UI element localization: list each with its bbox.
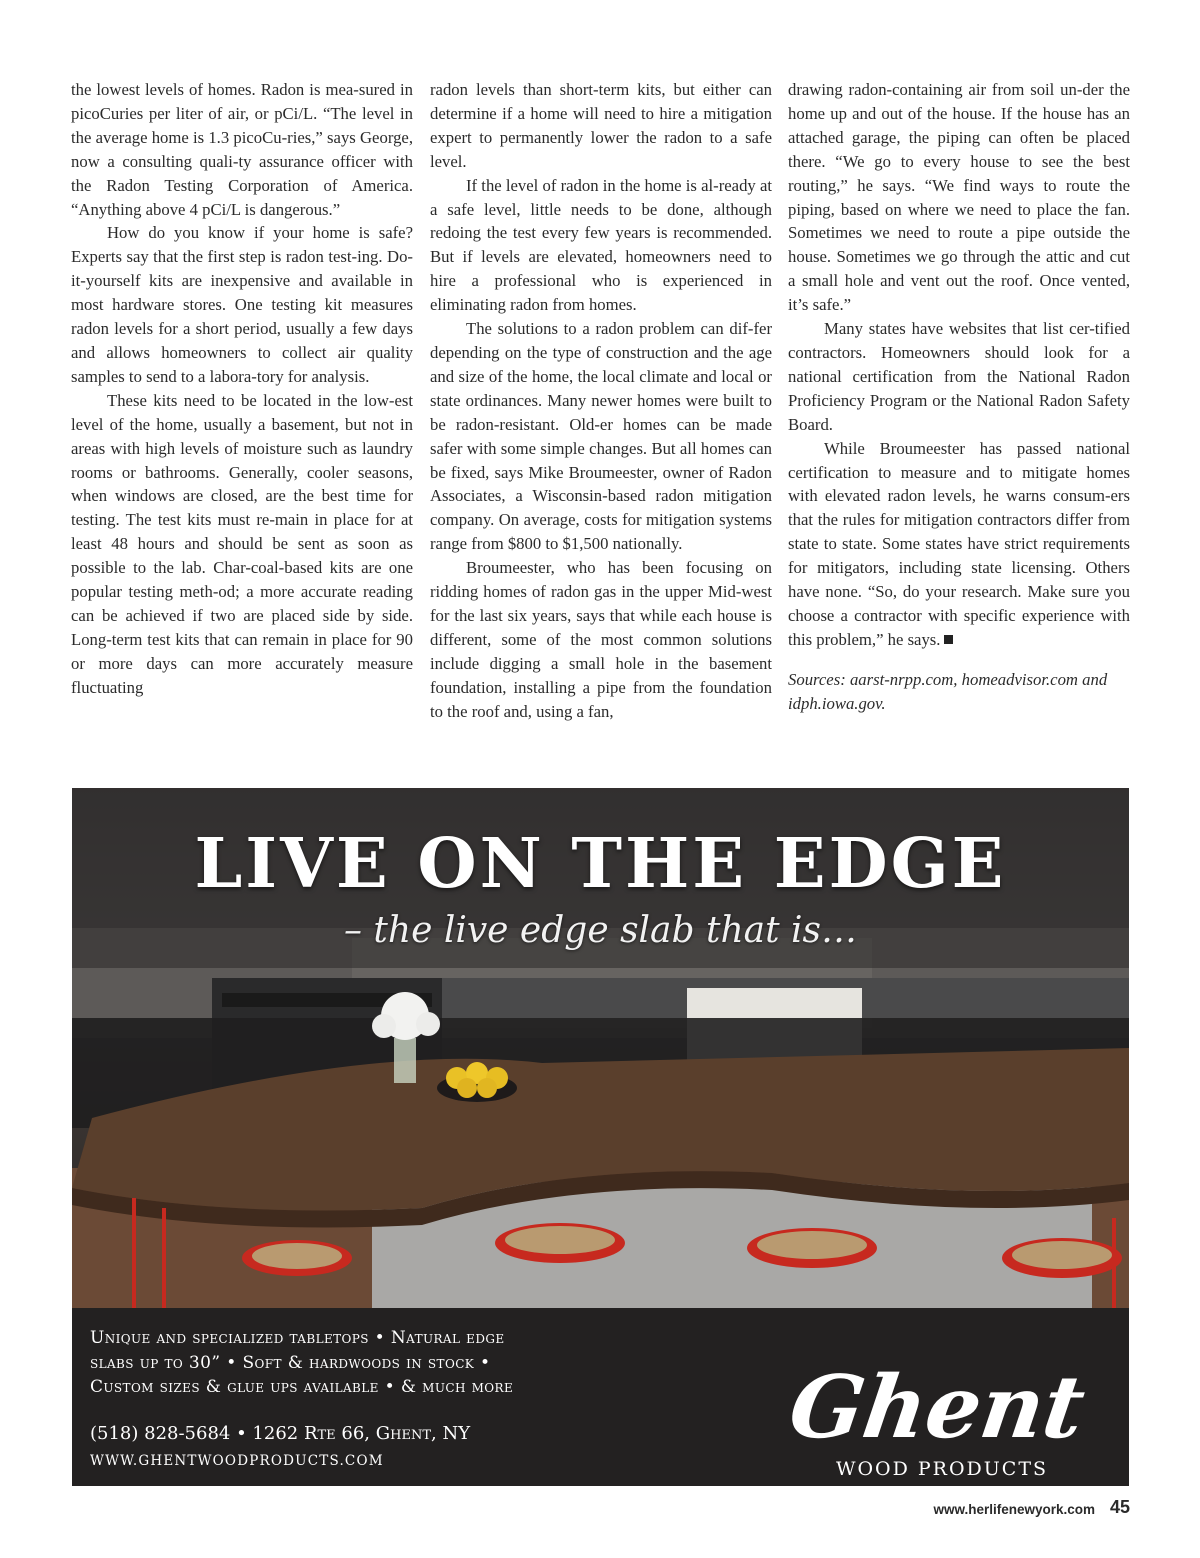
ghent-logo: Ghent [783,1357,1091,1458]
article-column-2 [430,78,772,750]
paragraph: The solutions to a radon problem can dif-fer depending on the type of construction and the age and size of the home, the local climate and local or state ordinances. Many newer homes were built to be radon-resistant. Old-er homes can be made safer with some simple changes. But all homes can be fixed, says Mike Broumeester, owner of Radon Associates, a Wisconsin-based radon mitigation company. On average, costs for mitigation systems range from $800 to $1,500 nationally. [430,319,772,554]
paragraph [788,437,1130,652]
paragraph: drawing radon-containing air from soil un-der the home up and out of the house. If the house has an attached garage, the piping can often be placed there. “We go to every house to see the best routing,” he says. “We find ways to route the piping, based on where we need to place the fan. Sometimes we need to route a pipe outside the house. Sometimes we go through the attic and cut a small hole and vent out the roof. Once vented, it’s safe.” [788,80,1130,315]
ad-subhead: – the live edge slab that is… [343,910,858,951]
paragraph: If the level of radon in the home is al-ready at a safe level, little needs to be done, although redoing the test every few years is recommended. But if levels are elevated, homeowners need to hire a professional who is experienced in eliminating radon from homes. [430,175,772,315]
paragraph: How do you know if your home is safe? Experts say that the first step is radon test-ing. Do-it-yourself kits are inexpensive and available in most hardware stores. One testing kit measures radon levels for a short period, usually a few days and allows homeowners to collect air quality samples to send to a labora-tory for analysis. [71,223,413,386]
article-column-3 [788,78,1130,750]
ad-info-panel [72,1308,1129,1486]
advertisement [72,788,1129,1486]
paragraph-text: While Broumeester has passed national certification to measure and to mitigate homes with elevated radon levels, he warns consum-ers that the rules for mitigation contractors differ from state to state. Some states have strict requirements for mitigators, including state licensing. Others have none. “So, do your research. Make sure you choose a contractor with specific experience with this problem,” he says. [788,438,1130,649]
paragraph: These kits need to be located in the low-est level of the home, usually a basement, but not in areas with high levels of moisture such as laundry rooms or bathrooms. Generally, cooler seasons, when windows are closed, are the best time for testing. The test kits must re-main in place for at least 48 hours and should be sent as soon as possible to the lab. Char-coal-based kits are one popular testing meth-od; a more accurate reading can be achieved if two are placed side by side. Long-term test kits that can remain in place for 90 or more days can more accurately measure fluctuating [71,390,413,697]
ad-feature-line: Unique and specialized tabletops • Natural edge [90,1328,505,1348]
paragraph: radon levels than short-term kits, but either can determine if a home will need to hire a mitigation expert to permanently lower the radon to a safe level. [430,80,772,171]
paragraph: the lowest levels of homes. Radon is mea-sured in picoCuries per liter of air, or pCi/L. “The level in the average home is 1.3 picoCu-ries,” says George, now a consulting quali-ty assurance officer with the Radon Testing Corporation of America. “Anything above 4 pCi/L is dangerous.” [71,80,413,219]
ad-feature-line: Custom sizes & glue ups available • & much more [90,1377,514,1397]
ghent-logo-subtitle: WOOD PRODUCTS [835,1458,1049,1480]
ad-feature-line: slabs up to 30” • Soft & hardwoods in stock • [90,1352,491,1373]
ad-contact: (518) 828-5684 • 1262 Rte 66, Ghent, NY [90,1423,471,1444]
ad-headline: LIVE ON THE EDGE [194,824,1007,904]
article-body [71,78,1129,750]
ad-features [90,1326,610,1400]
ad-website: WWW.GHENTWOODPRODUCTS.COM [90,1453,384,1469]
ad-kitchen-photo [72,788,1129,1308]
page-number: 45 [1109,1497,1130,1517]
paragraph: Many states have websites that list cer-tified contractors. Homeowners should look for a national certification from the National Radon Proficiency Program or the National Radon Safety Board. [788,319,1130,434]
paragraph: Broumeester, who has been focusing on ridding homes of radon gas in the upper Mid-west for the last six years, says that while each house is different, some of the most common solutions include digging a small hole in the basement foundation, installing a pipe from the foundation to the roof and, using a fan, [430,558,772,721]
article-column-1 [71,78,413,750]
end-mark-icon [944,635,953,644]
footer-website: www.herlifenewyork.com [933,1502,1095,1517]
sources-note: Sources: aarst-nrpp.com, homeadvisor.com and idph.iowa.gov. [788,669,1108,713]
